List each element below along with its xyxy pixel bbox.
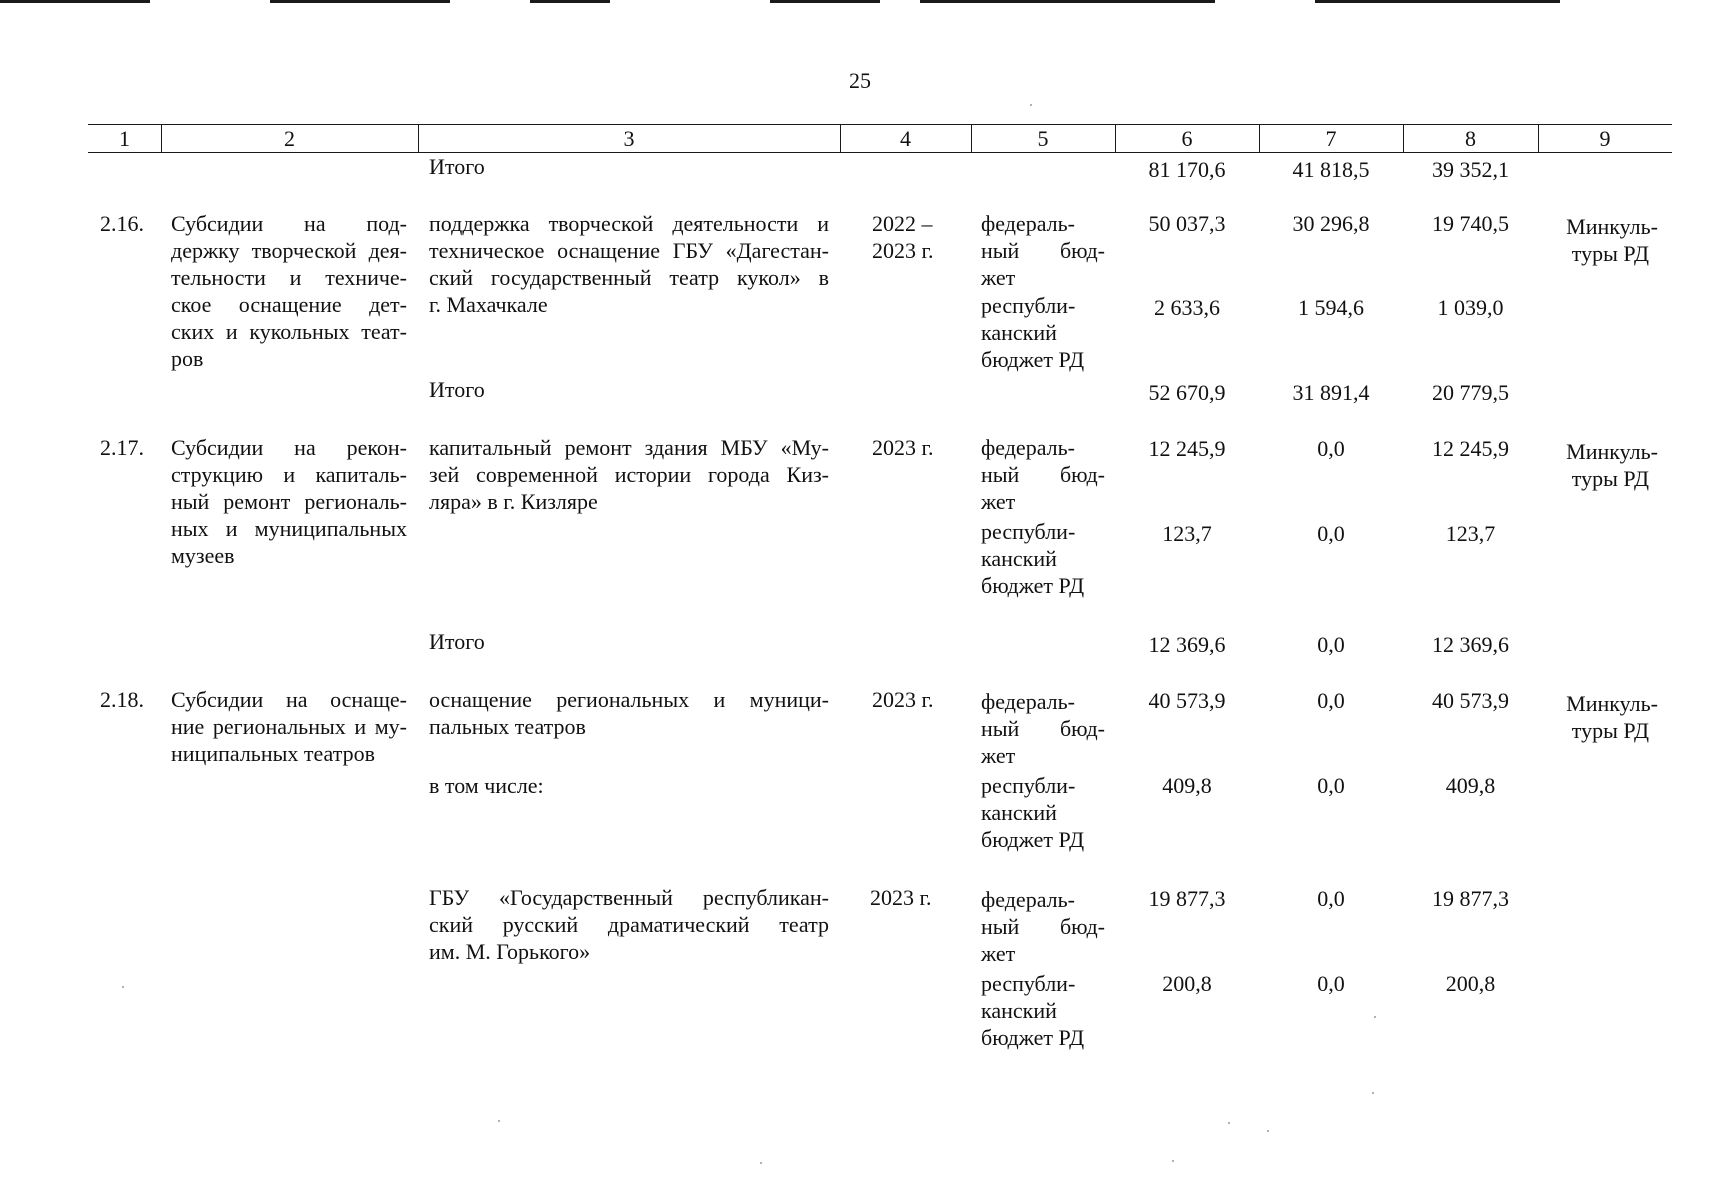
- activity-line: пальных театров: [429, 714, 586, 739]
- title-line: Субсидии на оснаще-: [171, 687, 407, 712]
- activity-line: ГБУ «Государственный республикан-: [429, 885, 829, 910]
- scan-edge-mark: [770, 0, 880, 3]
- source-line: ный бюд-: [981, 914, 1105, 939]
- federal-col8: 19 877,3: [1432, 886, 1509, 911]
- period: 2023 г.: [872, 238, 934, 263]
- total-col8: 39 352,1: [1432, 157, 1509, 182]
- republic-col6: 200,8: [1162, 971, 1212, 996]
- republic-col8: 1 039,0: [1437, 295, 1504, 320]
- federal-col7: 30 296,8: [1292, 211, 1370, 236]
- row-number: 2.17.: [100, 435, 144, 460]
- period: 2023 г.: [870, 885, 932, 910]
- republic-col7: 0,0: [1317, 773, 1345, 798]
- republic-col6: 2 633,6: [1154, 295, 1220, 320]
- source-line: жет: [981, 743, 1016, 768]
- federal-col7: 0,0: [1317, 886, 1345, 911]
- total-label: Итого: [429, 377, 485, 402]
- column-header: 8: [1465, 126, 1476, 151]
- period: 2023 г.: [872, 435, 934, 460]
- republic-col7: 0,0: [1317, 971, 1345, 996]
- republic-col7: 1 594,6: [1298, 295, 1364, 320]
- title-line: ров: [171, 346, 204, 371]
- source-line: жет: [981, 489, 1016, 514]
- republic-col8: 123,7: [1445, 521, 1496, 546]
- republic-col6: 123,7: [1162, 521, 1212, 546]
- total-col8: 12 369,6: [1432, 632, 1509, 657]
- source-line: федераль-: [981, 435, 1075, 460]
- executor: Минкуль-: [1566, 439, 1658, 464]
- federal-col8: 12 245,9: [1432, 436, 1509, 461]
- source-line: ный бюд-: [981, 462, 1105, 487]
- source-line: федераль-: [981, 887, 1075, 912]
- column-header: 6: [1181, 126, 1193, 151]
- column-header: 1: [119, 126, 130, 151]
- source-line: федераль-: [981, 689, 1075, 714]
- republic-col6: 409,8: [1162, 773, 1212, 798]
- source-line: канский: [981, 998, 1057, 1023]
- column-header: 7: [1325, 126, 1337, 151]
- page-number: 25: [849, 68, 871, 93]
- activity-line: поддержка творческой деятельности и: [429, 211, 829, 236]
- source-line: ный бюд-: [981, 238, 1105, 263]
- total-col7: 0,0: [1317, 632, 1345, 657]
- source-line: ный бюд-: [981, 716, 1105, 741]
- source-line: федераль-: [981, 211, 1075, 236]
- title-line: Субсидии на под-: [171, 211, 407, 236]
- title-line: Субсидии на рекон-: [171, 435, 407, 460]
- source-line: жет: [981, 265, 1016, 290]
- executor: туры РД: [1571, 466, 1649, 491]
- source-line: республи-: [981, 773, 1076, 798]
- total-col6: 52 670,9: [1148, 380, 1226, 405]
- title-line: тельности и техниче-: [171, 265, 407, 290]
- republic-col8: 200,8: [1445, 971, 1496, 996]
- including-label: в том числе:: [429, 773, 544, 798]
- source-line: республи-: [981, 519, 1076, 544]
- federal-col6: 19 877,3: [1148, 886, 1226, 911]
- title-line: ское оснащение дет-: [171, 292, 407, 317]
- title-line: ниципальных театров: [171, 741, 376, 766]
- period: 2023 г.: [872, 687, 934, 712]
- activity-line: ляра» в г. Кизляре: [429, 489, 598, 514]
- scan-speck: [1372, 1092, 1374, 1094]
- source-line: жет: [981, 941, 1016, 966]
- source-line: республи-: [981, 971, 1076, 996]
- scan-edge-mark: [920, 0, 1215, 3]
- source-line: канский: [981, 546, 1057, 571]
- executor: туры РД: [1571, 718, 1649, 743]
- total-col7: 31 891,4: [1292, 380, 1370, 405]
- source-line: канский: [981, 320, 1057, 345]
- row-number: 2.16.: [100, 211, 144, 236]
- title-line: струкцию и капиталь-: [171, 462, 407, 487]
- scan-speck: [1030, 104, 1032, 106]
- activity-line: ский русский драматический театр: [429, 912, 829, 937]
- scan-speck: [1267, 1130, 1269, 1132]
- federal-col6: 12 245,9: [1148, 436, 1226, 461]
- federal-col6: 40 573,9: [1148, 688, 1226, 713]
- title-line: музеев: [171, 543, 235, 568]
- federal-col7: 0,0: [1317, 688, 1345, 713]
- scan-speck: [1172, 1160, 1174, 1162]
- activity-line: техническое оснащение ГБУ «Дагестан-: [429, 238, 829, 263]
- title-line: ние региональных и му-: [171, 714, 407, 739]
- republic-col8: 409,8: [1445, 773, 1496, 798]
- title-line: ный ремонт региональ-: [171, 489, 407, 514]
- activity-line: им. М. Горького»: [429, 939, 591, 964]
- activity-line: зей современной истории города Киз-: [429, 462, 829, 487]
- source-line: бюджет РД: [981, 347, 1085, 372]
- scan-edge-mark: [1315, 0, 1560, 3]
- activity-line: г. Махачкале: [429, 292, 548, 317]
- column-header: 2: [284, 126, 295, 151]
- federal-col8: 40 573,9: [1432, 688, 1509, 713]
- scan-speck: [760, 1162, 762, 1164]
- title-line: держку творческой дея-: [171, 238, 407, 263]
- executor: туры РД: [1571, 241, 1649, 266]
- scan-edge-mark: [530, 0, 610, 3]
- total-col6: 12 369,6: [1148, 632, 1226, 657]
- scan-edge-mark: [270, 0, 450, 3]
- total-label: Итого: [429, 629, 485, 654]
- total-col6: 81 170,6: [1148, 157, 1226, 182]
- title-line: ских и кукольных теат-: [171, 319, 407, 344]
- scan-speck: [1374, 1016, 1376, 1018]
- source-line: республи-: [981, 293, 1076, 318]
- total-label: Итого: [429, 154, 485, 179]
- scan-speck: [1228, 1122, 1230, 1124]
- source-line: канский: [981, 800, 1057, 825]
- federal-col6: 50 037,3: [1148, 211, 1226, 236]
- period: 2022 –: [872, 211, 933, 236]
- scan-speck: [122, 986, 124, 988]
- source-line: бюджет РД: [981, 573, 1085, 598]
- column-header: 3: [623, 126, 635, 151]
- activity-line: оснащение региональных и муници-: [429, 687, 829, 712]
- federal-col7: 0,0: [1317, 436, 1345, 461]
- scan-edge-mark: [0, 0, 150, 3]
- total-col7: 41 818,5: [1292, 157, 1370, 182]
- column-header: 4: [900, 126, 911, 151]
- title-line: ных и муниципальных: [171, 516, 407, 541]
- scan-speck: [498, 1120, 500, 1122]
- federal-col8: 19 740,5: [1432, 211, 1509, 236]
- header-top-rule: [88, 124, 1672, 125]
- row-number: 2.18.: [100, 687, 144, 712]
- column-header: 5: [1037, 126, 1049, 151]
- header-bottom-rule: [88, 152, 1672, 153]
- activity-line: ский государственный театр кукол» в: [429, 265, 829, 290]
- column-header: 9: [1599, 126, 1611, 151]
- source-line: бюджет РД: [981, 827, 1085, 852]
- activity-line: капитальный ремонт здания МБУ «Му-: [429, 435, 829, 460]
- executor: Минкуль-: [1566, 691, 1658, 716]
- republic-col7: 0,0: [1317, 521, 1345, 546]
- executor: Минкуль-: [1566, 214, 1658, 239]
- source-line: бюджет РД: [981, 1025, 1085, 1050]
- total-col8: 20 779,5: [1432, 380, 1509, 405]
